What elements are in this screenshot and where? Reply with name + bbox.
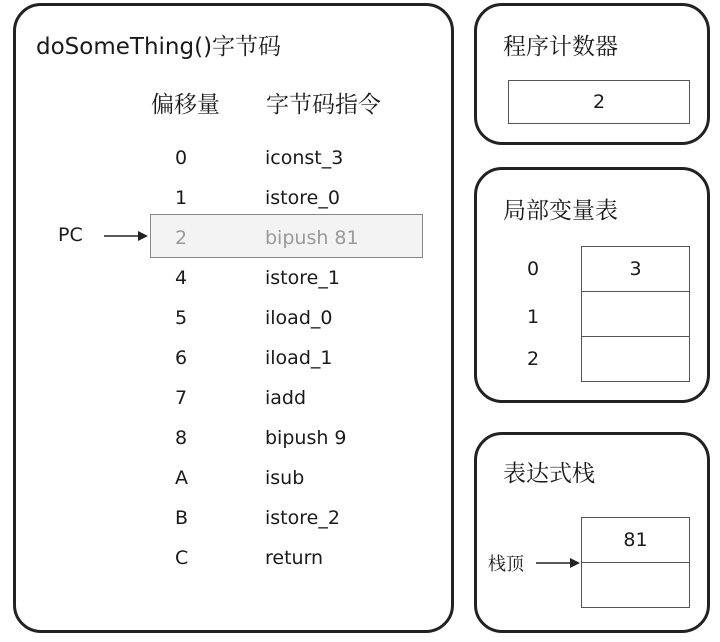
instruction-cell: iadd [265, 387, 307, 409]
instruction-cell: iload_1 [265, 347, 333, 369]
stack-cell-value: 81 [623, 529, 648, 551]
offset-cell: 5 [175, 307, 188, 329]
offset-cell: 0 [175, 147, 188, 169]
offset-cell: B [175, 507, 189, 529]
offset-cell: 7 [175, 387, 188, 409]
instruction-cell: bipush 81 [265, 227, 359, 249]
instruction-cell: istore_1 [265, 267, 340, 289]
operand-stack-title: 表达式栈 [503, 461, 595, 487]
instruction-cell: bipush 9 [265, 427, 347, 449]
bytecode-row [16, 178, 451, 218]
instruction-cell: istore_0 [265, 187, 340, 209]
stack-top-arrow-icon [536, 556, 580, 570]
instruction-header: 字节码指令 [266, 92, 381, 118]
instruction-cell: isub [265, 467, 305, 489]
bytecode-panel [13, 3, 454, 633]
bytecode-row [16, 418, 451, 458]
program-counter-value-box [508, 80, 690, 124]
pc-arrow-icon [104, 229, 148, 243]
local-variable-table-panel [474, 167, 710, 403]
program-counter-panel [474, 3, 710, 145]
bytecode-row [16, 498, 451, 538]
bytecode-row [16, 338, 451, 378]
slot-index: 2 [527, 348, 540, 370]
local-slot-cell [581, 336, 690, 382]
program-counter-value: 2 [592, 91, 606, 113]
local-variable-table-title: 局部变量表 [503, 198, 618, 224]
local-slot-cell [581, 291, 690, 337]
offset-header: 偏移量 [151, 92, 220, 118]
offset-cell: 8 [175, 427, 188, 449]
offset-cell: 1 [175, 187, 188, 209]
bytecode-row [16, 138, 451, 178]
instruction-cell: istore_2 [265, 507, 340, 529]
offset-cell: 6 [175, 347, 188, 369]
pc-label: PC [58, 224, 83, 246]
stack-top-label: 栈顶 [488, 554, 524, 575]
program-counter-title: 程序计数器 [503, 34, 618, 60]
bytecode-row [16, 378, 451, 418]
stack-cell [581, 517, 690, 563]
offset-cell: A [175, 467, 188, 489]
instruction-cell: return [265, 547, 324, 569]
local-slot-cell [581, 246, 690, 292]
bytecode-panel-title: doSomeThing()字节码 [36, 34, 282, 60]
bytecode-row [16, 538, 451, 578]
bytecode-row [16, 298, 451, 338]
stack-cell [581, 562, 690, 608]
operand-stack-panel [474, 432, 710, 633]
slot-index: 1 [527, 306, 540, 328]
offset-cell: 2 [175, 227, 188, 249]
bytecode-row [16, 458, 451, 498]
instruction-cell: iconst_3 [265, 147, 344, 169]
bytecode-row [16, 258, 451, 298]
offset-cell: C [175, 547, 189, 569]
offset-cell: 4 [175, 267, 188, 289]
local-slot-value: 3 [629, 258, 642, 280]
instruction-cell: iload_0 [265, 307, 333, 329]
slot-index: 0 [527, 258, 540, 280]
